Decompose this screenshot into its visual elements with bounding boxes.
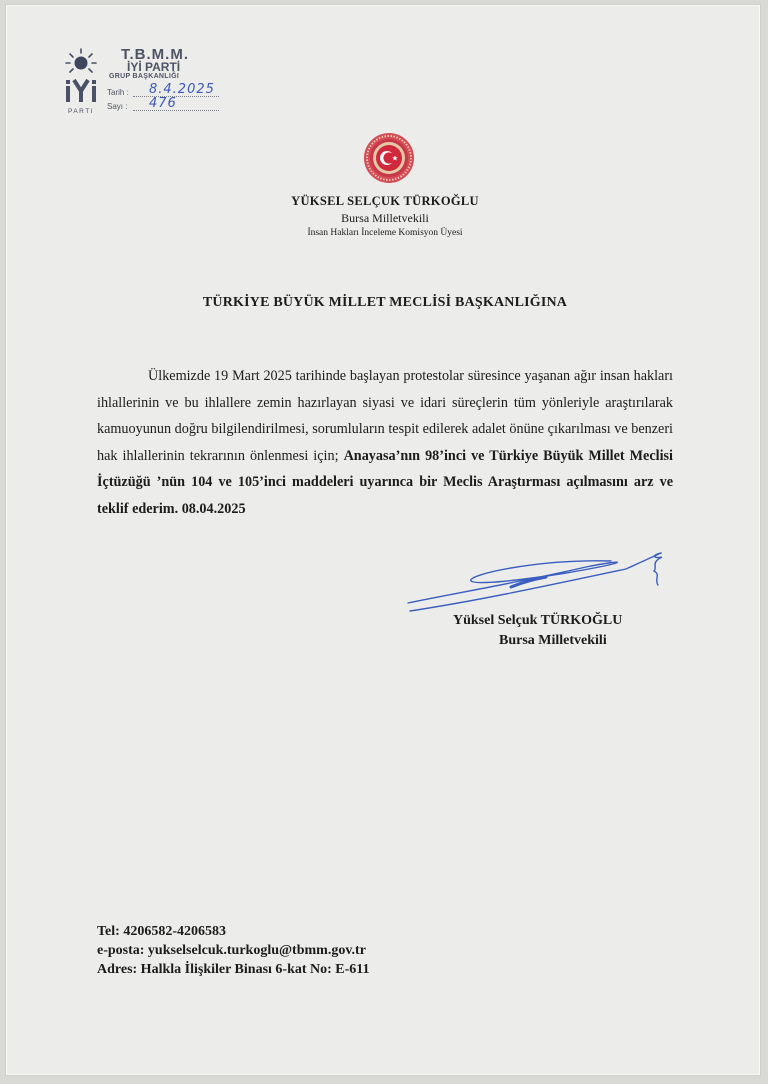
sender-header [1, 194, 768, 238]
stamp-party: İYİ PARTİ [127, 60, 181, 74]
document-page [6, 5, 760, 1075]
stamp-date-label: Tarih : [107, 88, 129, 97]
addressee-heading: TÜRKİYE BÜYÜK MİLLET MECLİSİ BAŞKANLIĞINA [202, 295, 568, 310]
contact-phone: Tel: 4206582-4206583 [97, 924, 226, 939]
contact-block [97, 922, 370, 979]
stamp-institution: T.B.M.M. [121, 46, 189, 63]
tbmm-emblem-icon [363, 132, 415, 184]
signer-role: Bursa Milletvekili [499, 633, 607, 648]
party-group-stamp [59, 46, 239, 121]
signer-name: Yüksel Selçuk TÜRKOĞLU [453, 613, 623, 628]
stamp-number-line [133, 98, 219, 111]
body-bold-text: Anayasa’nın 98’inci ve Türkiye Büyük Millet Meclisi İçtüzüğü ’nün 104 ve 105’inci maddeleri uyarınca bir Meclis Araştırması açılmasını arz ve teklif ederim. 08.04.2025 [97, 447, 673, 517]
iyi-party-logo-icon [61, 46, 101, 116]
stamp-number-value: 476 [149, 96, 177, 111]
body-plain-text: Ülkemizde 19 Mart 2025 tarihinde başlayan protestolar süresince yaşanan ağır insan hakları ihlallerinin ve bu ihlallere zemin hazırlayan siyasi ve idari süreçlerin tüm yönleriyle araştırılarak kamuoyunun doğru bilgilendirilmesi, sorumluların tespit edilerek adalet önüne çıkarılması ve benzeri hak ihlallerinin tekrarının önlenmesi için; [97, 368, 673, 464]
stamp-date-value: 8.4.2025 [149, 82, 215, 97]
handwritten-signature [396, 541, 671, 621]
sender-name: YÜKSEL SELÇUK TÜRKOĞLU [291, 194, 479, 208]
sender-role: Bursa Milletvekili [341, 211, 429, 225]
svg-text:PARTI: PARTI [67, 108, 95, 115]
contact-address: Adres: Halkla İlişkiler Binası 6-kat No: E-611 [97, 962, 370, 977]
stamp-number-row [107, 98, 219, 111]
sender-commission: İnsan Hakları İnceleme Komisyon Üyesi [307, 228, 463, 238]
stamp-office: GRUP BAŞKANLIĞI [109, 73, 180, 80]
letter-body [97, 363, 673, 523]
stamp-number-label: Sayı : [107, 102, 128, 111]
contact-email[interactable]: e-posta: yukselselcuk.turkoglu@tbmm.gov.tr [97, 943, 366, 958]
